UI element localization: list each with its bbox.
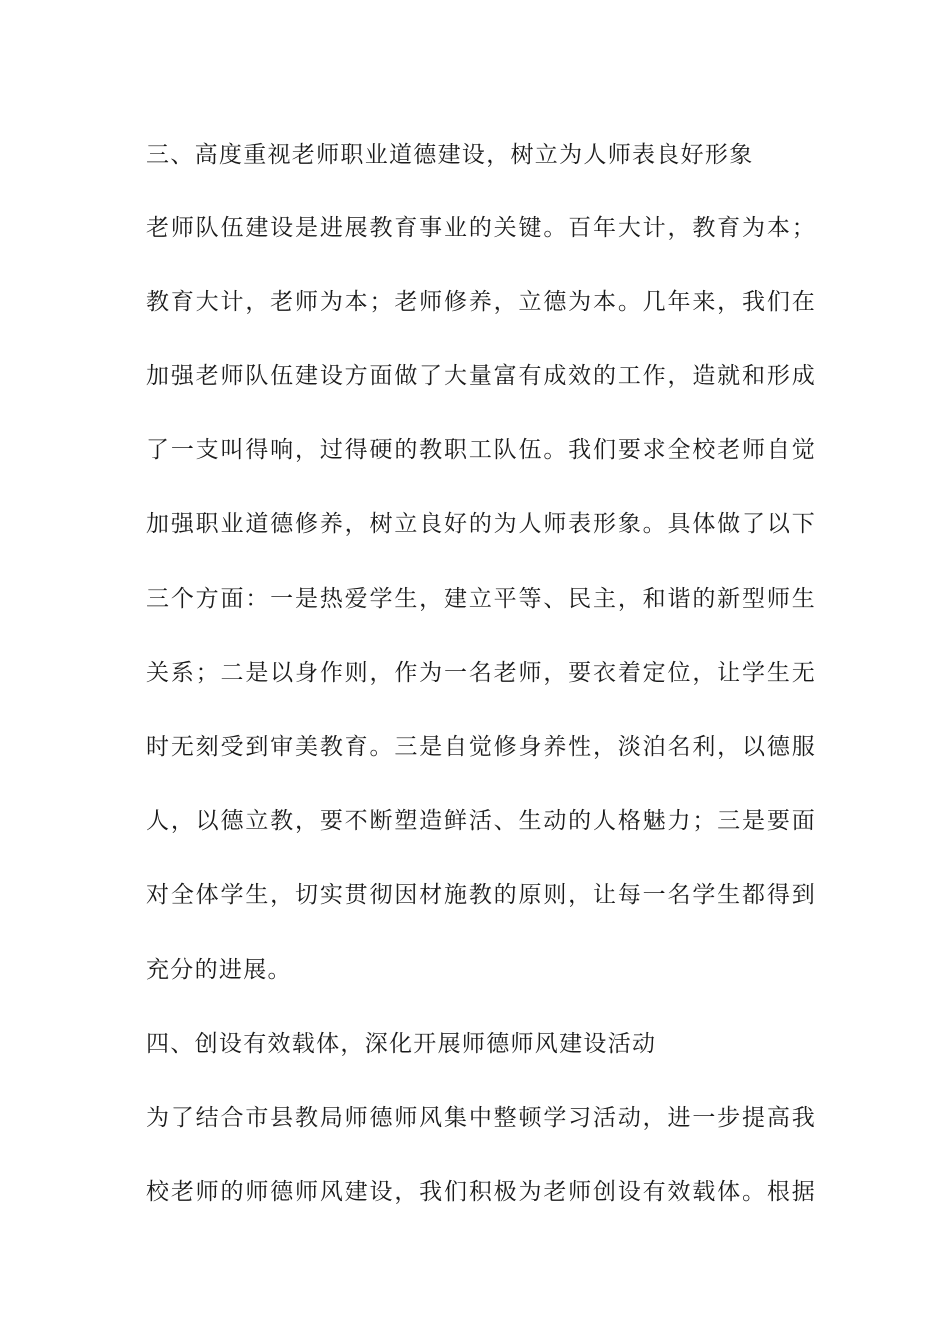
section-heading: 四、创设有效载体，深化开展师德师风建设活动 bbox=[146, 1031, 657, 1057]
paragraph-line: 时无刻受到审美教育。三是自觉修身养性，淡泊名利，以德服 bbox=[146, 734, 816, 760]
paragraph-line: 为了结合市县教局师德师风集中整顿学习活动，进一步提高我 bbox=[146, 1105, 816, 1131]
paragraph-line: 教育大计，老师为本；老师修养，立德为本。几年来，我们在 bbox=[146, 289, 816, 315]
paragraph-line: 充分的进展。 bbox=[146, 957, 292, 983]
paragraph-line: 加强老师队伍建设方面做了大量富有成效的工作，造就和形成 bbox=[146, 363, 816, 389]
section-heading: 三、高度重视老师职业道德建设，树立为人师表良好形象 bbox=[146, 142, 754, 168]
paragraph-line: 了一支叫得响，过得硬的教职工队伍。我们要求全校老师自觉 bbox=[146, 437, 816, 463]
paragraph-line: 老师队伍建设是进展教育事业的关键。百年大计，教育为本； bbox=[146, 215, 816, 241]
paragraph-line: 加强职业道德修养，树立良好的为人师表形象。具体做了以下 bbox=[146, 511, 816, 537]
paragraph-line: 对全体学生，切实贯彻因材施教的原则，让每一名学生都得到 bbox=[146, 882, 816, 908]
paragraph-line: 人，以德立教，要不断塑造鲜活、生动的人格魅力；三是要面 bbox=[146, 808, 816, 834]
paragraph-line: 三个方面：一是热爱学生，建立平等、民主，和谐的新型师生 bbox=[146, 586, 816, 612]
paragraph-line: 校老师的师德师风建设，我们积极为老师创设有效载体。根据 bbox=[146, 1179, 816, 1205]
paragraph-line: 关系；二是以身作则，作为一名老师，要衣着定位，让学生无 bbox=[146, 660, 816, 686]
